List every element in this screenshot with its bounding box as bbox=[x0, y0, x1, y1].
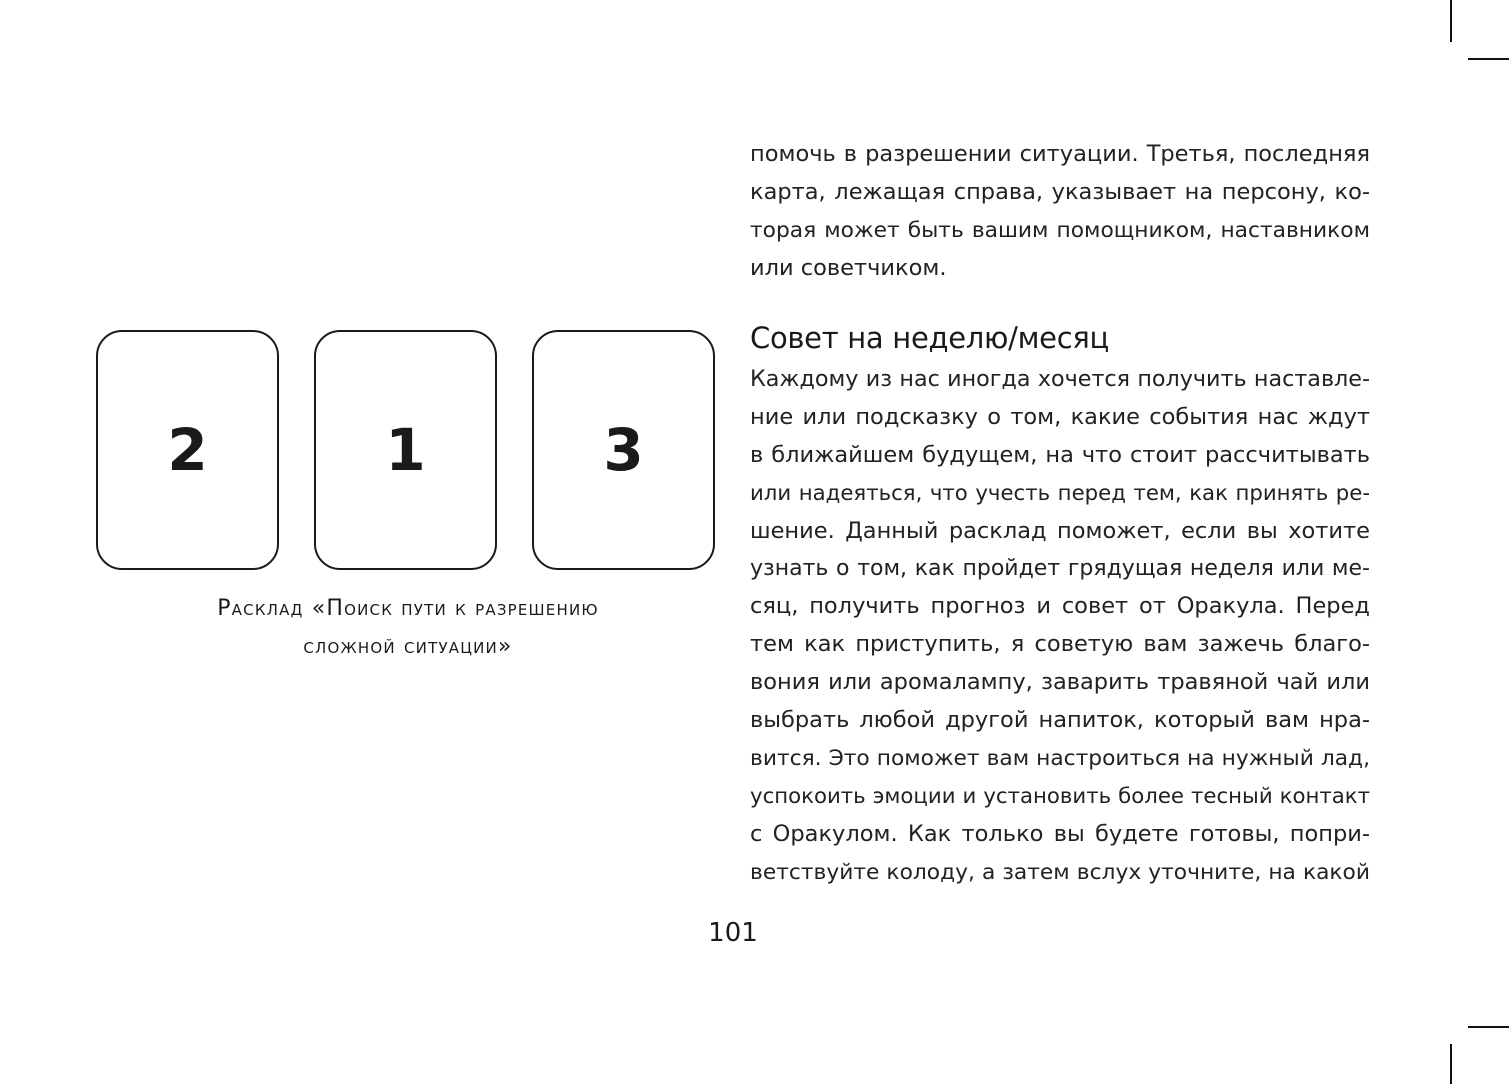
section-body bbox=[750, 361, 1370, 891]
text-line: или надеяться, что учесть перед тем, как принять ре- bbox=[750, 480, 1370, 506]
text-line: вится. Это поможет вам настроиться на нужный лад, bbox=[750, 745, 1370, 771]
card-position-left bbox=[96, 330, 279, 570]
text-line: успокоить эмоции и установить более тесный контакт bbox=[750, 783, 1370, 809]
text-line: торая может быть вашим помощником, наставником bbox=[750, 217, 1370, 243]
text-line: в ближайшем будущем, на что стоит рассчитывать bbox=[750, 441, 1370, 468]
section-heading: Совет на неделю/месяц bbox=[750, 321, 1109, 355]
crop-mark-top-vertical bbox=[1450, 0, 1452, 42]
text-line: ветствуйте колоду, а затем вслух уточните, на какой bbox=[750, 859, 1370, 885]
text-line: сяц, получить прогноз и совет от Оракула. Перед bbox=[750, 593, 1370, 620]
crop-mark-bottom-horizontal bbox=[1468, 1026, 1509, 1028]
text-line: вония или аромалампу, заварить травяной чай или bbox=[750, 669, 1370, 696]
text-line: шение. Данный расклад поможет, если вы хотите bbox=[750, 517, 1370, 544]
page-number: 101 bbox=[708, 918, 758, 948]
text-line: Каждому из нас иногда хочется получить наставле- bbox=[750, 366, 1370, 392]
text-line: выбрать любой другой напиток, который вам нра- bbox=[750, 707, 1370, 734]
crop-mark-bottom-vertical bbox=[1450, 1044, 1452, 1084]
continued-paragraph bbox=[750, 136, 1370, 288]
text-line: карта, лежащая справа, указывает на персону, ко- bbox=[750, 178, 1370, 205]
text-line: узнать о том, как пройдет грядущая неделя или ме- bbox=[750, 556, 1370, 582]
text-line: с Оракулом. Как только вы будете готовы, попри- bbox=[750, 820, 1370, 847]
card-position-right bbox=[532, 330, 715, 570]
text-line: тем как приступить, я советую вам зажечь благо- bbox=[750, 631, 1370, 658]
caption-line: Расклад «Поиск пути к разрешению bbox=[217, 596, 599, 621]
caption-line: сложной ситуации» bbox=[303, 634, 513, 659]
text-line: ние или подсказку о том, какие события нас ждут bbox=[750, 403, 1370, 430]
text-line: помочь в разрешении ситуации. Третья, последняя bbox=[750, 141, 1370, 167]
diagram-caption bbox=[96, 590, 720, 666]
card-number: 3 bbox=[603, 416, 644, 484]
card-spread-diagram bbox=[96, 330, 720, 574]
card-position-center bbox=[314, 330, 497, 570]
card-number: 1 bbox=[385, 416, 426, 484]
card-number: 2 bbox=[167, 416, 208, 484]
crop-mark-top-horizontal bbox=[1468, 58, 1509, 60]
text-line: или советчиком. bbox=[750, 254, 947, 281]
paragraph bbox=[750, 136, 1370, 288]
paragraph bbox=[750, 361, 1370, 891]
